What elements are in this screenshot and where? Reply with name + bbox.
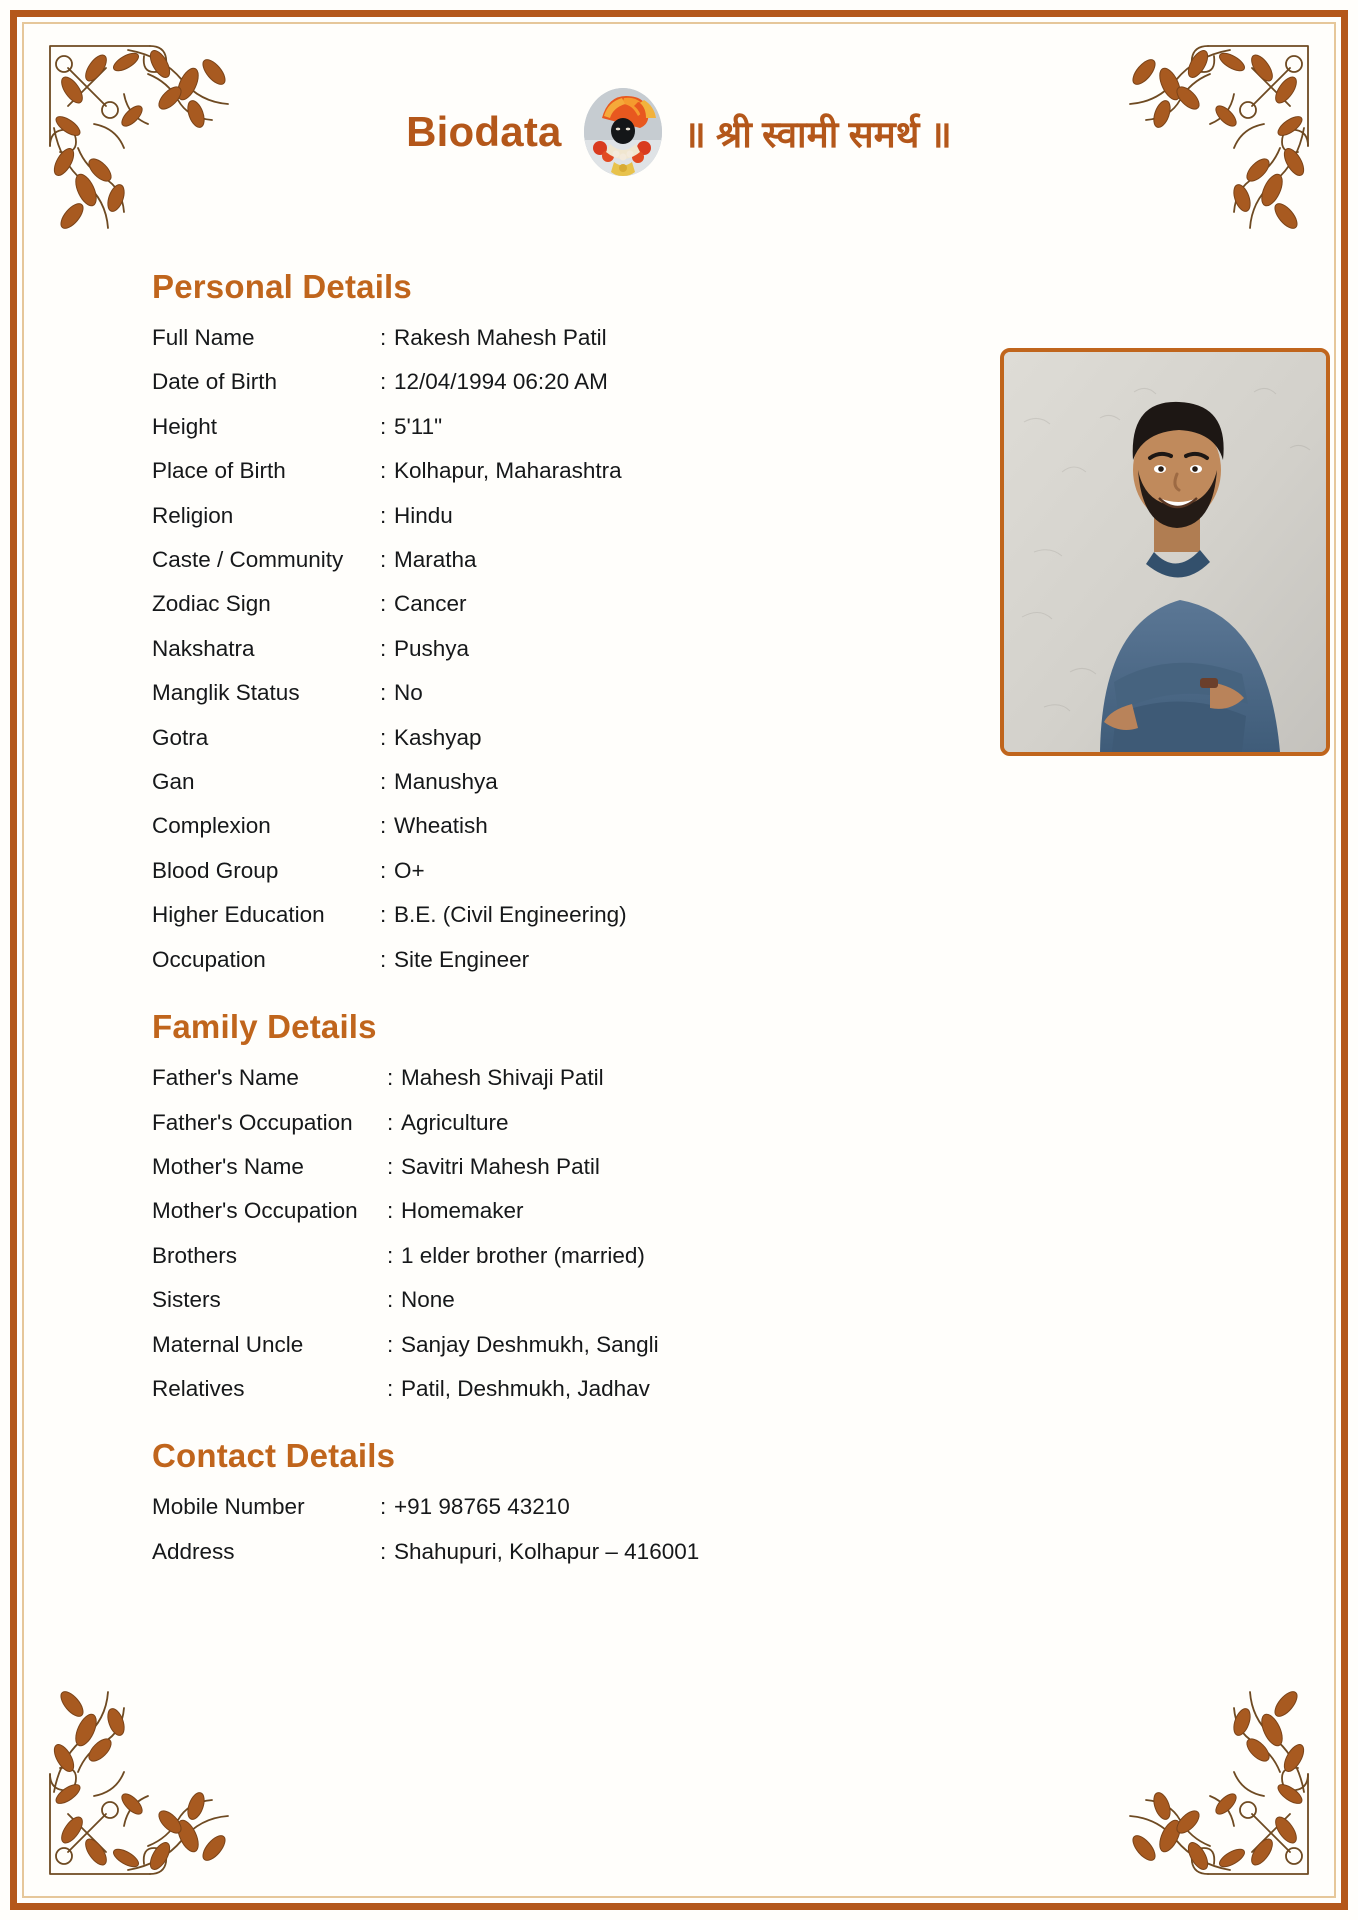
row-label: Place of Birth	[152, 458, 286, 484]
biodata-content	[152, 268, 1298, 1574]
detail-row	[152, 582, 1298, 626]
detail-row	[152, 1323, 1298, 1367]
row-label: Gan	[152, 769, 195, 795]
row-separator: :	[380, 769, 387, 795]
detail-row	[152, 1530, 1298, 1574]
row-separator: :	[387, 1153, 394, 1179]
row-value: Site Engineer	[394, 946, 530, 972]
detail-row	[152, 449, 1298, 493]
detail-row	[152, 1101, 1298, 1145]
detail-row	[152, 627, 1298, 671]
row-value: No	[394, 680, 423, 706]
row-value: B.E. (Civil Engineering)	[394, 902, 627, 928]
row-separator: :	[380, 857, 387, 883]
detail-row	[152, 938, 1298, 982]
row-separator: :	[387, 1375, 394, 1401]
row-label: Height	[152, 413, 218, 439]
row-separator: :	[380, 413, 387, 439]
detail-row	[152, 360, 1298, 404]
detail-row	[152, 1234, 1298, 1278]
detail-row	[152, 1485, 1298, 1529]
document-header	[0, 88, 1358, 176]
detail-row	[152, 671, 1298, 715]
detail-rows	[152, 1485, 1298, 1574]
row-separator: :	[387, 1242, 394, 1268]
row-value: O+	[394, 857, 425, 883]
row-label: Caste / Community	[152, 547, 344, 573]
row-label: Occupation	[152, 946, 266, 972]
row-label: Father's Name	[152, 1065, 299, 1091]
detail-row	[152, 716, 1298, 760]
detail-row	[152, 405, 1298, 449]
section-title: Personal Details	[152, 268, 412, 305]
row-value: Maratha	[394, 547, 477, 573]
row-label: Nakshatra	[152, 635, 255, 661]
row-value: +91 98765 43210	[394, 1494, 570, 1520]
row-label: Manglik Status	[152, 680, 300, 706]
row-value: Agriculture	[401, 1109, 509, 1135]
row-label: Brothers	[152, 1242, 238, 1268]
section-personal-details	[152, 268, 1298, 982]
detail-row	[152, 893, 1298, 937]
detail-row	[152, 1145, 1298, 1189]
row-value: Hindu	[394, 502, 453, 528]
row-separator: :	[380, 680, 387, 706]
detail-row	[152, 1056, 1298, 1100]
detail-row	[152, 316, 1298, 360]
row-separator: :	[380, 502, 387, 528]
row-separator: :	[387, 1065, 394, 1091]
row-label: Mobile Number	[152, 1494, 305, 1520]
row-separator: :	[380, 547, 387, 573]
row-value: 5'11"	[394, 413, 443, 439]
row-value: Kashyap	[394, 724, 482, 750]
row-label: Blood Group	[152, 857, 279, 883]
row-value: 12/04/1994 06:20 AM	[394, 369, 608, 395]
row-value: Pushya	[394, 635, 470, 661]
row-value: Homemaker	[401, 1198, 524, 1224]
detail-rows	[152, 316, 1298, 982]
row-label: Address	[152, 1538, 235, 1564]
row-separator: :	[380, 1538, 387, 1564]
detail-row	[152, 1367, 1298, 1411]
row-label: Higher Education	[152, 902, 325, 928]
section-family-details	[152, 1008, 1298, 1411]
row-separator: :	[380, 902, 387, 928]
row-separator: :	[380, 1494, 387, 1520]
row-separator: :	[380, 813, 387, 839]
row-value: 1 elder brother (married)	[401, 1242, 645, 1268]
row-value: None	[401, 1287, 455, 1313]
detail-rows	[152, 1056, 1298, 1411]
row-value: Shahupuri, Kolhapur – 416001	[394, 1538, 700, 1564]
row-label: Mother's Name	[152, 1153, 304, 1179]
row-label: Mother's Occupation	[152, 1198, 358, 1224]
row-separator: :	[380, 946, 387, 972]
row-separator: :	[387, 1331, 394, 1357]
row-value: Rakesh Mahesh Patil	[394, 325, 607, 350]
row-separator: :	[380, 458, 387, 484]
row-label: Maternal Uncle	[152, 1331, 304, 1357]
row-label: Religion	[152, 502, 234, 528]
row-separator: :	[387, 1109, 394, 1135]
section-title: Family Details	[152, 1008, 377, 1046]
row-value: Sanjay Deshmukh, Sangli	[401, 1331, 659, 1357]
row-separator: :	[380, 635, 387, 661]
row-separator: :	[380, 369, 387, 395]
row-value: Kolhapur, Maharashtra	[394, 458, 622, 484]
detail-row	[152, 1189, 1298, 1233]
detail-row	[152, 1278, 1298, 1322]
row-separator: :	[387, 1287, 394, 1313]
row-label: Gotra	[152, 724, 209, 750]
row-separator: :	[380, 591, 387, 617]
row-label: Zodiac Sign	[152, 591, 271, 617]
section-title: Contact Details	[152, 1437, 396, 1475]
detail-row	[152, 804, 1298, 848]
row-label: Relatives	[152, 1375, 245, 1401]
detail-row	[152, 538, 1298, 582]
swami-samarth-deity-icon	[584, 88, 662, 176]
row-separator: :	[387, 1198, 394, 1224]
section-contact-details	[152, 1437, 1298, 1574]
page-title: Biodata	[406, 108, 562, 155]
row-label: Date of Birth	[152, 369, 278, 395]
row-label: Complexion	[152, 813, 271, 839]
row-value: Manushya	[394, 769, 498, 795]
row-separator: :	[380, 724, 387, 750]
row-label: Full Name	[152, 325, 255, 350]
row-value: Cancer	[394, 591, 467, 617]
row-value: Patil, Deshmukh, Jadhav	[401, 1375, 650, 1401]
detail-row	[152, 494, 1298, 538]
row-separator: :	[380, 325, 387, 350]
detail-row	[152, 760, 1298, 804]
row-label: Sisters	[152, 1287, 221, 1313]
sanskrit-blessing: ॥ श्री स्वामी समर्थ ॥	[683, 113, 952, 155]
row-label: Father's Occupation	[152, 1109, 353, 1135]
row-value: Mahesh Shivaji Patil	[401, 1065, 604, 1091]
row-value: Savitri Mahesh Patil	[401, 1153, 600, 1179]
row-value: Wheatish	[394, 813, 488, 839]
detail-row	[152, 849, 1298, 893]
